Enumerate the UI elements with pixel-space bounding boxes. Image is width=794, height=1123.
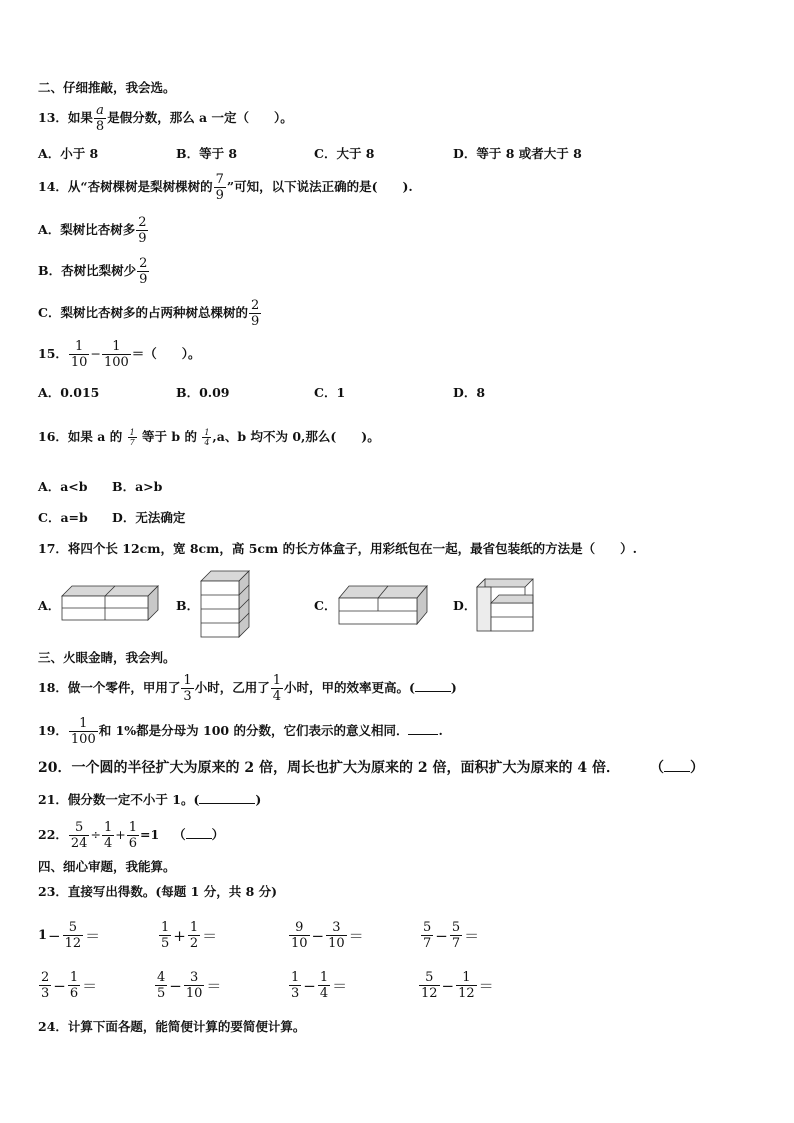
calc-item-2: $\frac{1}{5}$ + $\frac{1}{2}$ ＝	[161, 920, 218, 951]
q22-answer-blank[interactable]	[186, 826, 212, 839]
q13-suffix: 是假分数，那么 a 一定（ ）。	[107, 110, 293, 125]
question-23: 23．直接写出得数。(每题 1 分，共 8 分)	[38, 884, 278, 899]
q13-option-a[interactable]: A．小于 8	[38, 146, 99, 161]
question-21: 21．假分数一定不小于 1。( )	[38, 792, 262, 807]
q16-fraction-2: $\frac{1}{4}$	[204, 428, 210, 447]
question-15: 15． $\frac{1}{10}$ − $\frac{1}{100}$ ＝（ ）。	[38, 339, 201, 370]
q14-fraction: $\frac{7}{9}$	[215, 172, 224, 203]
q14-a-fraction: $\frac{2}{9}$	[138, 215, 147, 246]
calc-item-7: $\frac{1}{3}$ − $\frac{1}{4}$ ＝	[291, 970, 348, 1001]
q17-option-b[interactable]: B．	[176, 598, 200, 613]
q15-option-c[interactable]: C．1	[314, 385, 346, 400]
q22-fraction-3: $\frac{1}{6}$	[128, 820, 137, 851]
q14-suffix: ”可知，以下说法正确的是( ).	[226, 179, 413, 194]
question-19: 19． $\frac{1}{100}$ 和 1%都是分母为 100 的分数，它们表示的意义相同． .	[38, 716, 443, 747]
question-14	[38, 172, 413, 203]
q22-fraction-2: $\frac{1}{4}$	[103, 820, 113, 851]
q16-option-b[interactable]: B．a>b	[112, 479, 163, 494]
q21-answer-blank[interactable]	[199, 791, 255, 804]
section-3-heading: 三、火眼金睛，我会判。	[38, 650, 176, 665]
q22-fraction-1: $\frac{5}{24}$	[70, 820, 88, 851]
calc-item-4: $\frac{5}{7}$ − $\frac{5}{7}$ ＝	[423, 920, 480, 951]
q13-option-d[interactable]: D．等于 8 或者大于 8	[453, 146, 582, 161]
question-17: 17．将四个长 12cm，宽 8cm，高 5cm 的长方体盒子，用彩纸包在一起，最省包装纸的方法是（ ）.	[38, 541, 637, 556]
calc-item-1: 1− $\frac{5}{12}$ ＝	[38, 920, 101, 951]
calc-item-5: $\frac{2}{3}$ − $\frac{1}{6}$ ＝	[41, 970, 98, 1001]
q13-fraction: $\frac{a}{8}$	[95, 103, 105, 134]
q15-option-b[interactable]: B．0.09	[176, 385, 230, 400]
question-16: 16．如果 a 的 $\frac{1}{7}$ 等于 b 的 $\frac{1}{4}$ ,a、b 均不为 0,那么( )。	[38, 428, 380, 447]
question-20: 20．一个圆的半径扩大为原来的 2 倍，周长也扩大为原来的 2 倍，面积扩大为原来的 4 倍． （ ）	[38, 760, 704, 776]
q16-fraction-1: $\frac{1}{7}$	[129, 428, 135, 447]
q17-box-d-image	[475, 577, 537, 633]
q17-option-a[interactable]: A．	[38, 598, 61, 613]
q19-fraction: $\frac{1}{100}$	[70, 716, 96, 747]
q18-fraction-2: $\frac{1}{4}$	[272, 673, 281, 704]
q20-answer-blank[interactable]	[664, 759, 690, 772]
q13-option-b[interactable]: B．等于 8	[176, 146, 238, 161]
question-18: 18．做一个零件，甲用了 $\frac{1}{3}$ 小时，乙用了 $\frac{1}{4}$ 小时，甲的效率更高。( )	[38, 673, 457, 704]
q18-fraction-1: $\frac{1}{3}$	[183, 673, 192, 704]
q14-option-a[interactable]: A．梨树比杏树多 $\frac{2}{9}$	[38, 215, 147, 246]
q18-answer-blank[interactable]	[415, 679, 451, 692]
q17-box-a-image	[60, 584, 160, 624]
q13-option-c[interactable]: C．大于 8	[314, 146, 375, 161]
q15-fraction-1: $\frac{1}{10}$	[70, 339, 88, 370]
q16-option-c[interactable]: C．a=b	[38, 510, 88, 525]
q14-option-c[interactable]: C．梨树比杏树多的占两种树总棵树的 $\frac{2}{9}$	[38, 298, 260, 329]
section-2-heading: 二、仔细推敲，我会选。	[38, 80, 176, 95]
q16-option-a[interactable]: A．a<b	[38, 479, 88, 494]
q14-option-b[interactable]: B．杏树比梨树少 $\frac{2}{9}$	[38, 256, 148, 287]
q14-b-fraction: $\frac{2}{9}$	[139, 256, 148, 287]
q19-answer-blank[interactable]	[408, 722, 438, 735]
q17-box-b-image	[199, 569, 251, 641]
q14-c-fraction: $\frac{2}{9}$	[250, 298, 260, 329]
question-22: 22． $\frac{5}{24}$ ÷ $\frac{1}{4}$ + $\frac{1}{6}$ =1 （ ）	[38, 820, 225, 851]
question-13	[38, 103, 293, 134]
q15-fraction-2: $\frac{1}{100}$	[103, 339, 129, 370]
calc-item-3: $\frac{9}{10}$ − $\frac{3}{10}$ ＝	[291, 920, 364, 951]
q13-prefix: 13．如果	[38, 110, 93, 125]
q17-option-d[interactable]: D．	[453, 598, 477, 613]
q17-option-c[interactable]: C．	[314, 598, 337, 613]
calc-item-6: $\frac{4}{5}$ − $\frac{3}{10}$ ＝	[157, 970, 222, 1001]
section-4-heading: 四、细心审题，我能算。	[38, 859, 176, 874]
question-24: 24．计算下面各题，能简便计算的要简便计算。	[38, 1019, 306, 1034]
q14-prefix: 14．从“杏树棵树是梨树棵树的	[38, 179, 213, 194]
q15-option-d[interactable]: D．8	[453, 385, 486, 400]
q15-option-a[interactable]: A．0.015	[38, 385, 100, 400]
q16-option-d[interactable]: D．无法确定	[112, 510, 186, 525]
q17-box-c-image	[337, 584, 429, 628]
calc-item-8: $\frac{5}{12}$ − $\frac{1}{12}$ ＝	[421, 970, 494, 1001]
